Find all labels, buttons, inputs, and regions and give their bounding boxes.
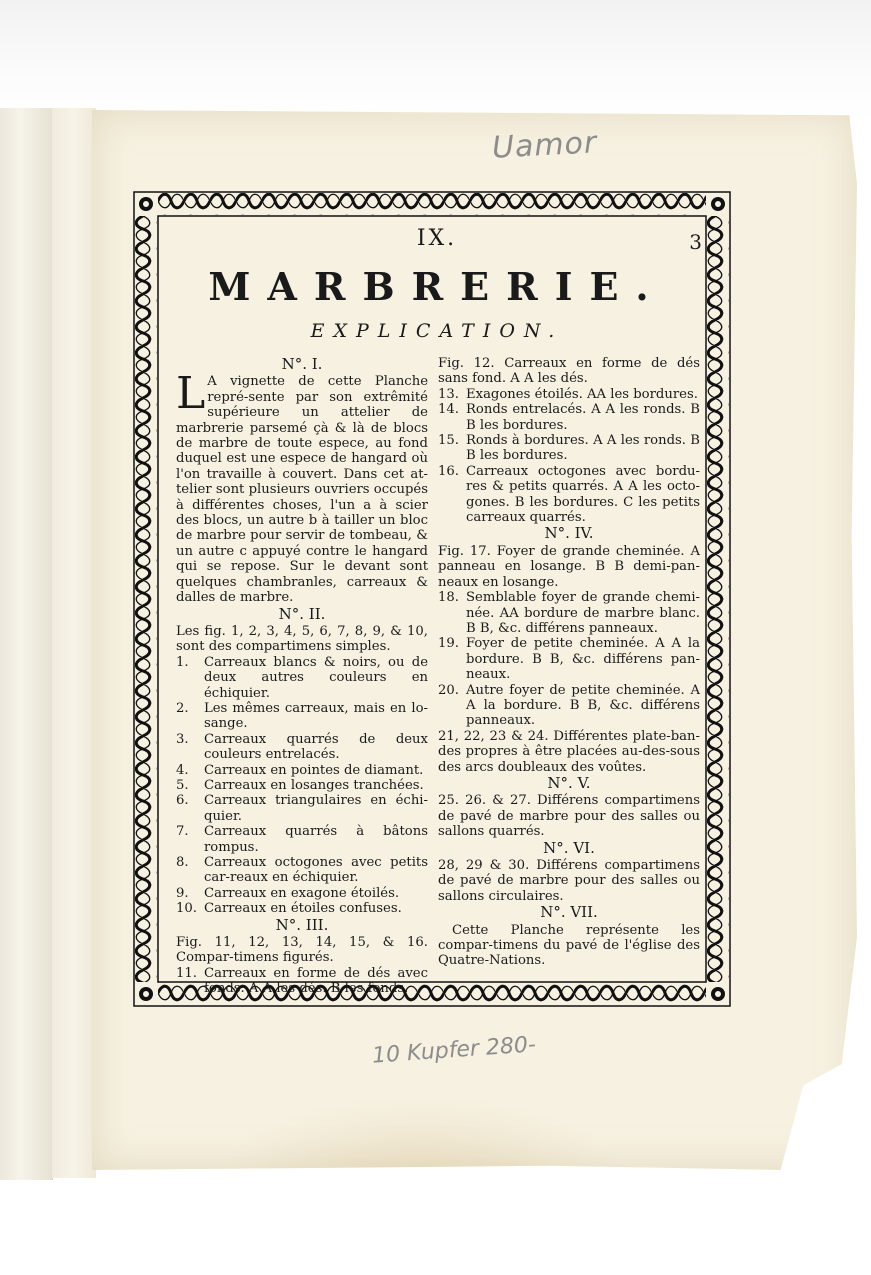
item-text: Carreaux quarrés de deux couleurs entrelacés. [204, 731, 428, 763]
item-number: 8. [176, 855, 189, 870]
list-item [176, 732, 428, 763]
list-item [438, 636, 700, 682]
paragraph-n6: 28, 29 & 30. Différens compartimens de pavé de marbre pour des salles ou sallons circulaires. [438, 858, 700, 904]
item-number: 14. [438, 402, 459, 418]
item-number: 1. [176, 654, 189, 670]
item-number: 10. [176, 901, 197, 917]
list-item [176, 966, 428, 997]
list-item [438, 356, 700, 387]
item-text: Carreaux octogones avec bordu-res & petits quarrés. A A les octo-gones. B les bordures. C les petits carreaux quarrés. [466, 463, 700, 526]
list-item [438, 387, 700, 402]
list-item [438, 590, 700, 636]
paragraph-n2-intro: Les fig. 1, 2, 3, 4, 5, 6, 7, 8, 9, & 10, sont des compartimens simples. [176, 623, 428, 655]
heading-n4: N°. IV. [544, 524, 594, 543]
right-column [438, 356, 700, 969]
item-text: Carreaux quarrés à bâtons rompus. [204, 824, 428, 855]
handwritten-annotation-bottom: 10 Kupfer 280- [371, 1032, 537, 1069]
heading-n7: N°. VII. [540, 903, 598, 922]
document-text [176, 226, 702, 997]
list-item [176, 701, 428, 732]
item-number: 7. [176, 824, 189, 840]
list-item [176, 778, 428, 793]
heading-n1: N°. I. [281, 355, 323, 373]
paragraph-n7: Cette Planche représente les compar-timens du pavé de l'église des Quatre-Nations. [438, 922, 700, 969]
item-text: Carreaux en forme de dés sans fond. A A les dés. [438, 356, 700, 387]
item-text: Les mêmes carreaux, mais en lo-sange. [204, 700, 428, 732]
item-number: 4. [176, 762, 189, 778]
list-n4 [438, 544, 700, 775]
list-item [176, 793, 428, 824]
heading-n5: N°. V. [547, 773, 591, 792]
list-item [438, 464, 700, 526]
list-item [176, 655, 428, 701]
item-text: Carreaux blancs & noirs, ou de deux autres couleurs en échiquier. [204, 654, 428, 701]
item-number: 9. [176, 885, 189, 901]
item-number: 6. [176, 793, 189, 809]
list-n3-continued [438, 356, 700, 525]
item-text: Carreaux en forme de dés avec fonds. A A les dés. B les fonds. [204, 965, 428, 997]
list-n2 [176, 655, 428, 917]
paragraph-n5: 25. 26. & 27. Différens compartimens de pavé de marbre pour des salles ou sallons quarrés. [438, 793, 700, 840]
item-text: Carreaux en exagone étoilés. [204, 885, 400, 901]
list-item [176, 855, 428, 886]
list-item [438, 683, 700, 729]
list-item [438, 402, 700, 433]
item-text: Carreaux en étoiles confuses. [204, 901, 402, 917]
list-item [438, 433, 700, 464]
item-text: Semblable foyer de grande chemi-née. AA bordure de marbre blanc. B B, &c. différens panneaux. [466, 590, 700, 636]
item-number: 2. [176, 700, 189, 716]
paragraph-n1 [176, 368, 428, 606]
item-text: Différentes plate-ban-des propres à être placées au-des-sous des arcs doubleaux des voûtes. [438, 728, 700, 775]
item-number: 5. [176, 777, 189, 793]
list-item [438, 544, 700, 590]
left-column [176, 356, 428, 997]
item-text: Carreaux octogones avec petits car-reaux en échiquier. [204, 855, 428, 886]
item-text: Foyer de grande cheminée. A panneau en losange. B B demi-pan-neaux en losange. [438, 543, 701, 590]
item-text: Foyer de petite cheminée. A A la bordure. B B, &c. différens pan-neaux. [466, 636, 700, 683]
item-text: Carreaux en pointes de diamant. [204, 762, 424, 778]
item-number: 3. [176, 731, 189, 747]
paragraph-n1-text: A vignette de cette Planche repré-sente par son extrêmité supérieure un attelier de marbrerie parsemé çà & là de blocs de marbre de toute espece, au fond duquel est une espece de hangard où l'on travaille à couvert. Dans cet at-telier sont plusieurs ouvriers occupés à différentes choses, l'un a à scier des blocs, un autre b à tailler un bloc de marbre pour servir de tombeau, & un autre c appuyé contre le hangard qui se repose. Sur le devant sont quelques chambranles, carreaux & dalles de marbre. [176, 374, 428, 606]
item-text: Exagones étoilés. AA les bordures. [466, 386, 698, 402]
item-number: 15. [438, 433, 459, 449]
item-text: Ronds à bordures. A A les ronds. B B les bordures. [466, 433, 700, 464]
page-number: 3 [689, 230, 702, 254]
item-number: 16. [438, 463, 459, 479]
item-number: 11. [176, 965, 197, 981]
item-number: 19. [438, 636, 459, 652]
list-item [438, 729, 700, 775]
item-number: 18. [438, 590, 459, 606]
item-number: 20. [438, 682, 459, 698]
item-text: Autre foyer de petite cheminée. A A la bordure. B B, &c. différens panneaux. [466, 682, 700, 729]
item-number: Fig. 17. [438, 543, 491, 559]
item-number: 13. [438, 386, 459, 402]
book-binding-strip [0, 108, 53, 1180]
item-text: Carreaux en losanges tranchées. [204, 777, 424, 793]
list-item [176, 824, 428, 855]
heading-n3: N°. III. [275, 915, 329, 934]
drop-cap: L [176, 368, 206, 420]
page-subtitle: EXPLICATION. [310, 320, 564, 342]
list-item [176, 886, 428, 901]
handwritten-annotation-top: Uamor [491, 125, 599, 166]
heading-n6: N°. VI. [543, 838, 595, 857]
heading-n2: N°. II. [278, 604, 326, 623]
book-binding-inner [52, 108, 96, 1178]
list-item [176, 901, 428, 916]
section-number: IX. [416, 226, 458, 251]
item-number: Fig. 12. [438, 356, 495, 371]
item-text: Ronds entrelacés. A A les ronds. B B les bordures. [466, 402, 700, 433]
item-text: Carreaux triangulaires en échi-quier. [204, 793, 428, 824]
page-title: MARBRERIE. [208, 264, 666, 309]
paragraph-n3-intro: Fig. 11, 12, 13, 14, 15, & 16. Compar-timens figurés. [176, 935, 428, 966]
list-item [176, 763, 428, 778]
item-number: 21, 22, 23 & 24. [438, 728, 549, 744]
